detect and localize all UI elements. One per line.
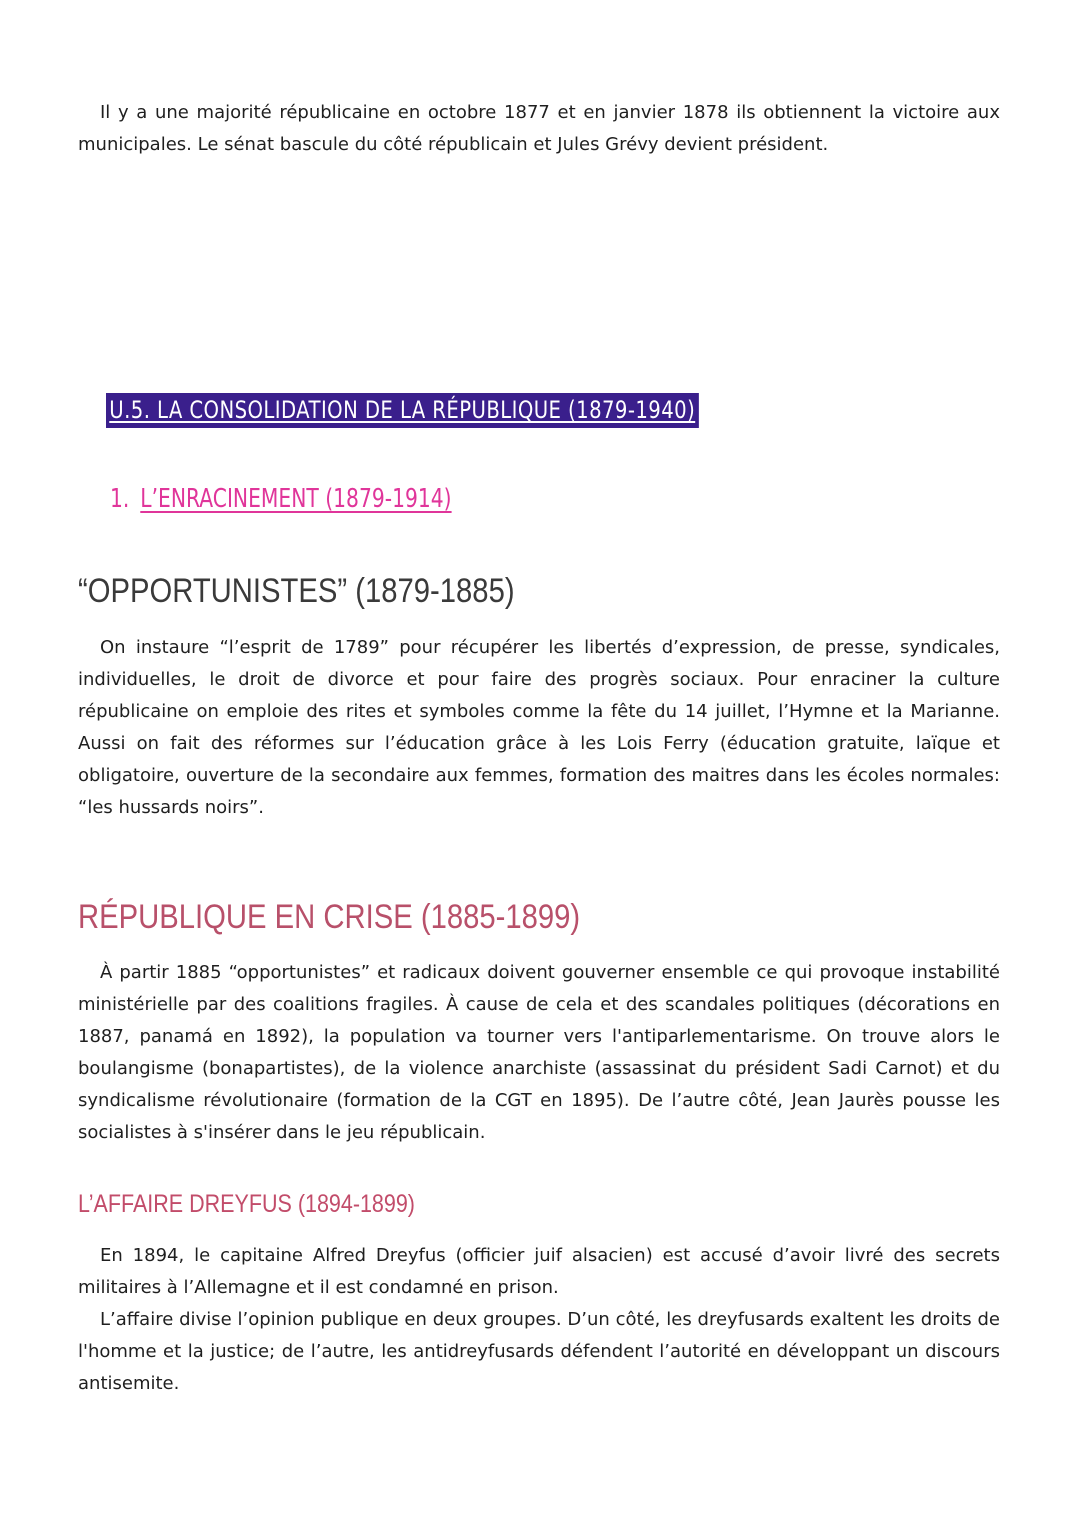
unit-heading: U.5. LA CONSOLIDATION DE LA RÉPUBLIQUE (1879-1940) [106,393,698,428]
crise-paragraph: À partir 1885 “opportunistes” et radicaux doivent gouverner ensemble ce qui provoque instabilité ministérielle par des coalitions fragiles. À cause de cela et des scandales politiques (décorations en 1887, panamá en 1892), la population va tourner vers l'antiparlementarisme. On trouve alors le boulangisme (bonapartistes), de la violence anarchiste (assassinat du président Sadi Carnot) et du syndicalisme révolutionaire (formation de la CGT en 1895). De l’autre côté, Jean Jaurès pousse les socialistes à s'insérer dans le jeu républicain. [78,962,1000,1143]
opportunistes-paragraph: On instaure “l’esprit de 1789” pour récupérer les libertés d’expression, de presse, syndicales, individuelles, le droit de divorce et pour faire des progrès sociaux. Pour enraciner la culture républicaine on emploie des rites et symboles comme la fête du 14 juillet, l’Hymne et la Marianne. Aussi on fait des réformes sur l’éducation grâce à les Lois Ferry (éducation gratuite, laïque et obligatoire, ouverture de la secondaire aux femmes, formation des maitres dans les écoles normales: “les hussards noirs”. [78,637,1000,818]
dreyfus-heading: L’AFFAIRE DREYFUS (1894-1899) [78,1190,415,1218]
dreyfus-paragraph-2: L’affaire divise l’opinion publique en deux groupes. D’un côté, les dreyfusards exaltent les droits de l'homme et la justice; de l’autre, les antidreyfusards défendent l’autorité en développant un discours antisemite. [78,1309,1000,1394]
section-heading [110,484,452,514]
opportunistes-heading: “OPPORTUNISTES” (1879-1885) [78,572,515,610]
dreyfus-paragraph-1: En 1894, le capitaine Alfred Dreyfus (officier juif alsacien) est accusé d’avoir livré des secrets militaires à l’Allemagne et il est condamné en prison. [78,1245,1000,1298]
section-title: L’ENRACINEMENT (1879-1914) [140,484,452,514]
intro-paragraph: Il y a une majorité républicaine en octobre 1877 et en janvier 1878 ils obtiennent la victoire aux municipales. Le sénat bascule du côté républicain et Jules Grévy devient président. [78,102,1000,155]
section-number: 1. [110,484,130,514]
crise-heading: RÉPUBLIQUE EN CRISE (1885-1899) [78,898,581,936]
